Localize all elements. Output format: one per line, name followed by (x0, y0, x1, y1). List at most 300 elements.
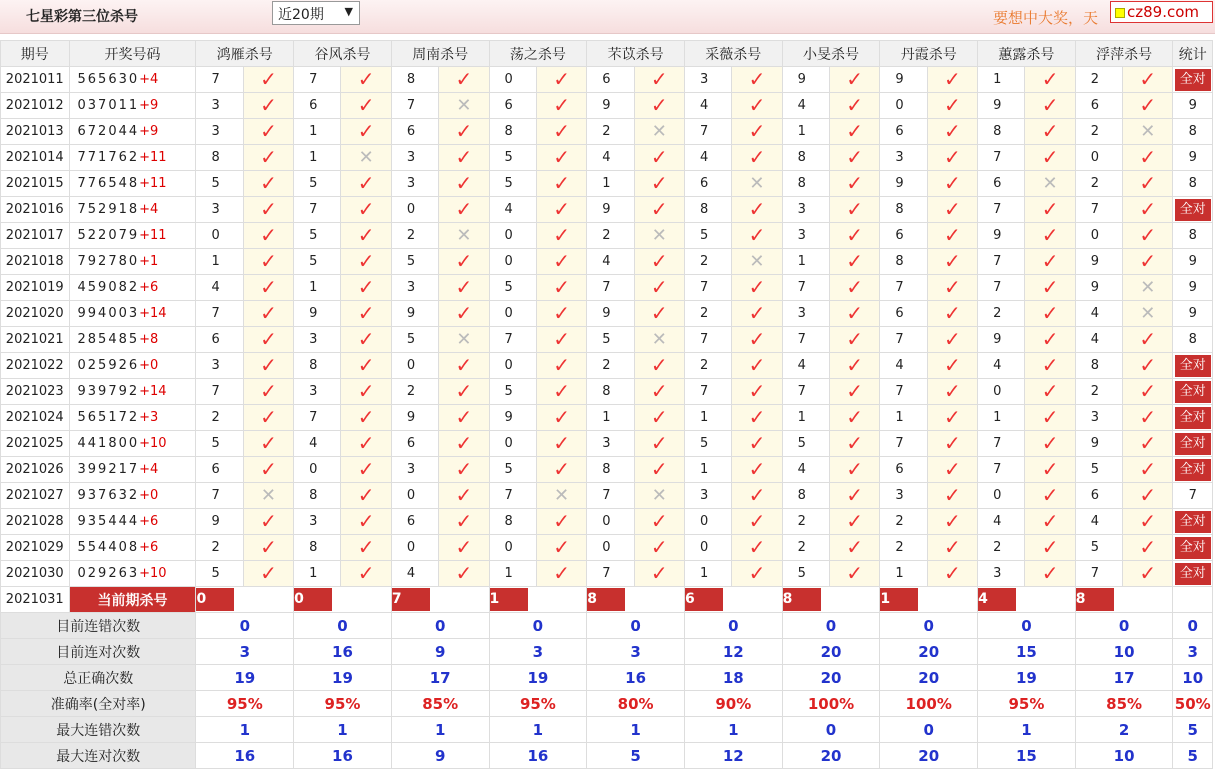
stats-value: 1 (684, 717, 782, 743)
kill-number-cell: 8 (294, 353, 341, 379)
check-icon: ✓ (944, 482, 961, 507)
stat-cell (1173, 223, 1213, 249)
check-icon: ✓ (748, 92, 766, 117)
draw-number-cell (69, 119, 196, 145)
kill-number-cell: 6 (880, 457, 927, 483)
check-icon: ✓ (455, 274, 473, 299)
check-icon: ✓ (846, 560, 864, 585)
check-icon: ✓ (1041, 222, 1059, 247)
kill-number-cell: 2 (978, 535, 1025, 561)
draw-sum: +0 (139, 488, 159, 503)
check-icon: ✓ (650, 170, 668, 195)
result-mark-cell (634, 249, 684, 275)
check-icon: ✓ (846, 482, 864, 507)
check-icon: ✓ (260, 430, 277, 455)
stats-value: 0 (782, 613, 880, 639)
stat-cell (1173, 431, 1213, 457)
draw-number-cell (69, 561, 196, 587)
result-mark-cell (341, 431, 391, 457)
kill-number-cell: 0 (489, 431, 536, 457)
draw-digits: 037011 (77, 98, 140, 113)
result-mark-cell (341, 457, 391, 483)
check-icon: ✓ (357, 352, 375, 377)
issue-cell: 2021023 (1, 379, 70, 405)
check-icon: ✓ (944, 430, 961, 455)
kill-number-cell: 3 (196, 119, 243, 145)
kill-number-cell: 4 (978, 353, 1025, 379)
result-mark-cell (927, 353, 977, 379)
kill-number-cell: 4 (684, 145, 731, 171)
kill-number-cell: 8 (880, 249, 927, 275)
table-row (1, 353, 1213, 379)
stats-value: 20 (782, 665, 880, 691)
result-mark-cell (634, 93, 684, 119)
kill-number-cell: 2 (978, 301, 1025, 327)
kill-number-cell: 9 (391, 405, 438, 431)
kill-number-cell: 2 (587, 119, 634, 145)
check-icon: ✓ (748, 66, 766, 91)
result-mark-cell (830, 535, 880, 561)
result-mark-cell (830, 353, 880, 379)
kill-number-cell: 8 (489, 119, 536, 145)
check-icon: ✓ (1139, 404, 1157, 429)
check-icon: ✓ (260, 326, 277, 351)
result-mark-cell (634, 405, 684, 431)
stats-value: 3 (489, 639, 587, 665)
kill-number-cell: 7 (196, 67, 243, 93)
kill-number-cell: 0 (391, 353, 438, 379)
kill-number-cell: 2 (1075, 379, 1122, 405)
result-mark-cell (732, 327, 782, 353)
result-mark-cell (1123, 327, 1173, 353)
check-icon: ✓ (650, 456, 668, 481)
table-row (1, 431, 1213, 457)
check-icon: ✓ (748, 482, 766, 507)
kill-number-cell: 9 (880, 67, 927, 93)
check-icon: ✓ (650, 144, 668, 169)
stats-value: 0 (880, 717, 978, 743)
check-icon: ✓ (846, 534, 864, 559)
kill-number-cell: 4 (782, 457, 829, 483)
kill-number-cell: 2 (880, 509, 927, 535)
draw-number-cell (69, 275, 196, 301)
kill-number-cell: 0 (587, 509, 634, 535)
kill-number-cell: 5 (294, 249, 341, 275)
kill-number-cell: 6 (196, 457, 243, 483)
result-mark-cell (634, 275, 684, 301)
check-icon: ✓ (553, 170, 570, 195)
kill-number-cell: 9 (978, 223, 1025, 249)
stats-value: 19 (489, 665, 587, 691)
result-mark-cell (927, 327, 977, 353)
kill-number-cell: 3 (782, 301, 829, 327)
result-mark-cell (536, 119, 586, 145)
kill-number-cell: 3 (391, 275, 438, 301)
check-icon: ✓ (260, 508, 277, 533)
kill-number-cell: 1 (978, 67, 1025, 93)
result-mark-cell (536, 509, 586, 535)
all-correct-badge: 全对 (1175, 459, 1211, 481)
stats-label: 目前连错次数 (1, 613, 196, 639)
current-issue-cell: 2021031 (1, 587, 70, 613)
draw-digits: 285485 (77, 332, 140, 347)
kill-number-cell: 3 (391, 457, 438, 483)
result-mark-cell (830, 327, 880, 353)
col-header-expert: 荡之杀号 (489, 41, 587, 67)
stats-value: 19 (294, 665, 392, 691)
result-mark-cell (439, 301, 489, 327)
kill-number-cell: 8 (489, 509, 536, 535)
kill-number-cell: 3 (684, 67, 731, 93)
check-icon: ✓ (260, 274, 277, 299)
table-row (1, 119, 1213, 145)
all-correct-badge: 全对 (1175, 69, 1211, 91)
table-row (1, 67, 1213, 93)
check-icon: ✓ (455, 404, 473, 429)
kill-number-cell: 1 (880, 561, 927, 587)
result-mark-cell (341, 483, 391, 509)
kill-number-cell: 1 (587, 405, 634, 431)
stat-value: 8 (1188, 176, 1197, 191)
kill-number-cell: 6 (1075, 483, 1122, 509)
check-icon: ✓ (553, 274, 570, 299)
result-mark-cell (243, 67, 293, 93)
kill-number-cell: 7 (1075, 197, 1122, 223)
stats-value: 20 (880, 743, 978, 769)
check-icon: ✓ (650, 66, 668, 91)
kill-number-cell: 9 (489, 405, 536, 431)
issue-cell: 2021016 (1, 197, 70, 223)
result-mark-cell (243, 431, 293, 457)
check-icon: ✓ (357, 482, 375, 507)
check-icon: ✓ (846, 144, 864, 169)
stats-value: 0 (684, 613, 782, 639)
kill-number-cell: 5 (489, 379, 536, 405)
kill-number-cell: 5 (294, 223, 341, 249)
stats-value: 16 (587, 665, 685, 691)
draw-number-cell (69, 145, 196, 171)
stats-value: 95% (978, 691, 1076, 717)
draw-number-cell (69, 353, 196, 379)
current-kill-cell (880, 587, 978, 613)
current-kill-value: 7 (392, 588, 430, 611)
result-mark-cell (927, 275, 977, 301)
check-icon: ✓ (846, 248, 864, 273)
kill-number-cell: 3 (782, 223, 829, 249)
stats-value: 0 (587, 613, 685, 639)
result-mark-cell (830, 223, 880, 249)
stats-value: 19 (196, 665, 294, 691)
result-mark-cell (732, 145, 782, 171)
check-icon: ✓ (357, 378, 375, 403)
current-kill-value: 1 (880, 588, 918, 611)
result-mark-cell (732, 223, 782, 249)
check-icon: ✓ (455, 482, 473, 507)
kill-number-cell: 0 (196, 223, 243, 249)
result-mark-cell (536, 483, 586, 509)
check-icon: ✓ (260, 560, 277, 585)
stats-value: 1 (294, 717, 392, 743)
result-mark-cell (341, 301, 391, 327)
check-icon: ✓ (455, 456, 473, 481)
stats-total-value: 10 (1173, 665, 1213, 691)
kill-number-cell: 4 (196, 275, 243, 301)
table-row (1, 379, 1213, 405)
check-icon: ✓ (1041, 404, 1059, 429)
check-icon: ✓ (1139, 430, 1157, 455)
promo-slogan[interactable]: 要想中大奖，天 (993, 9, 1099, 27)
kill-number-cell: 7 (782, 275, 829, 301)
result-mark-cell (830, 509, 880, 535)
kill-number-cell: 7 (294, 67, 341, 93)
result-mark-cell (1025, 93, 1075, 119)
stats-value: 95% (489, 691, 587, 717)
stat-cell (1173, 379, 1213, 405)
check-icon: ✓ (455, 378, 473, 403)
table-row (1, 483, 1213, 509)
result-mark-cell (243, 535, 293, 561)
check-icon: ✓ (455, 170, 473, 195)
kill-number-cell: 7 (978, 249, 1025, 275)
kill-number-cell: 7 (587, 561, 634, 587)
stat-cell (1173, 353, 1213, 379)
current-kill-value: 8 (1076, 588, 1114, 611)
check-icon: ✓ (553, 248, 570, 273)
check-icon: ✓ (1041, 248, 1059, 273)
check-icon: ✓ (748, 196, 766, 221)
kill-number-cell: 4 (782, 353, 829, 379)
stats-value: 0 (978, 613, 1076, 639)
result-mark-cell (634, 171, 684, 197)
stat-cell (1173, 457, 1213, 483)
site-logo[interactable] (1110, 1, 1213, 23)
issue-cell: 2021024 (1, 405, 70, 431)
stats-value: 0 (294, 613, 392, 639)
check-icon: ✓ (1139, 560, 1157, 585)
check-icon: ✓ (455, 534, 473, 559)
result-mark-cell (1025, 67, 1075, 93)
check-icon: ✓ (650, 534, 668, 559)
stats-total-value: 5 (1173, 717, 1213, 743)
stats-value: 16 (294, 639, 392, 665)
result-mark-cell (439, 483, 489, 509)
check-icon: ✓ (455, 300, 473, 325)
stats-total-value: 5 (1173, 743, 1213, 769)
col-header-stat: 统计 (1173, 41, 1213, 67)
check-icon: ✓ (1041, 534, 1059, 559)
result-mark-cell (634, 535, 684, 561)
check-icon: ✓ (944, 170, 961, 195)
check-icon: ✓ (944, 144, 961, 169)
result-mark-cell (732, 379, 782, 405)
result-mark-cell (732, 457, 782, 483)
kill-number-cell: 7 (391, 93, 438, 119)
check-icon: ✓ (944, 378, 961, 403)
result-mark-cell (439, 327, 489, 353)
result-mark-cell (243, 223, 293, 249)
result-mark-cell (439, 249, 489, 275)
kill-number-cell: 1 (294, 119, 341, 145)
check-icon: ✓ (455, 560, 473, 585)
check-icon: ✓ (553, 326, 570, 351)
check-icon: ✓ (944, 508, 961, 533)
kill-number-cell: 8 (294, 483, 341, 509)
result-mark-cell (439, 457, 489, 483)
kill-number-cell: 3 (587, 431, 634, 457)
table-row (1, 561, 1213, 587)
result-mark-cell (243, 119, 293, 145)
check-icon: ✓ (944, 404, 961, 429)
check-icon: ✓ (846, 326, 864, 351)
col-header-expert: 蕙露杀号 (978, 41, 1076, 67)
stats-value: 9 (391, 743, 489, 769)
check-icon: ✓ (1041, 196, 1059, 221)
result-mark-cell (341, 249, 391, 275)
stats-value: 0 (391, 613, 489, 639)
kill-number-cell: 0 (489, 223, 536, 249)
kill-number-cell: 9 (391, 301, 438, 327)
current-stat-cell (1173, 587, 1213, 613)
result-mark-cell (1025, 197, 1075, 223)
result-mark-cell (927, 301, 977, 327)
stats-row (1, 743, 1213, 769)
draw-sum: +0 (139, 358, 159, 373)
stat-cell (1173, 509, 1213, 535)
result-mark-cell (439, 197, 489, 223)
check-icon: ✓ (1139, 248, 1157, 273)
stats-value: 95% (196, 691, 294, 717)
check-icon: ✓ (650, 378, 668, 403)
kill-number-cell: 8 (880, 197, 927, 223)
check-icon: ✓ (357, 404, 375, 429)
check-icon: ✓ (455, 66, 473, 91)
kill-number-cell: 3 (684, 483, 731, 509)
kill-number-cell: 5 (196, 561, 243, 587)
kill-number-cell: 1 (294, 561, 341, 587)
kill-number-cell: 6 (391, 431, 438, 457)
cross-icon: ✕ (749, 172, 765, 194)
check-icon: ✓ (846, 430, 864, 455)
check-icon: ✓ (553, 378, 570, 403)
all-correct-badge: 全对 (1175, 563, 1211, 585)
check-icon: ✓ (1041, 508, 1059, 533)
all-correct-badge: 全对 (1175, 199, 1211, 221)
result-mark-cell (243, 353, 293, 379)
kill-number-cell: 2 (587, 353, 634, 379)
page-title: 七星彩第三位杀号 (26, 9, 138, 25)
table-row (1, 249, 1213, 275)
check-icon: ✓ (357, 326, 375, 351)
result-mark-cell (1123, 171, 1173, 197)
result-mark-cell (1123, 535, 1173, 561)
all-correct-badge: 全对 (1175, 511, 1211, 533)
kill-number-cell: 6 (391, 509, 438, 535)
result-mark-cell (1123, 145, 1173, 171)
result-mark-cell (927, 223, 977, 249)
stat-value: 8 (1188, 228, 1197, 243)
stats-value: 95% (294, 691, 392, 717)
result-mark-cell (341, 119, 391, 145)
kill-number-cell: 4 (684, 93, 731, 119)
stats-value: 1 (196, 717, 294, 743)
check-icon: ✓ (748, 222, 766, 247)
result-mark-cell (1025, 249, 1075, 275)
check-icon: ✓ (455, 508, 473, 533)
stats-value: 9 (391, 639, 489, 665)
current-kill-cell (782, 587, 880, 613)
kill-number-cell: 4 (587, 145, 634, 171)
kill-number-cell: 0 (978, 379, 1025, 405)
result-mark-cell (341, 67, 391, 93)
cross-icon: ✕ (456, 224, 472, 246)
check-icon: ✓ (455, 248, 473, 273)
kill-number-cell: 8 (196, 145, 243, 171)
current-kill-cell (489, 587, 587, 613)
stats-total-value: 0 (1173, 613, 1213, 639)
chevron-down-icon: ▼ (344, 5, 353, 18)
stat-cell (1173, 171, 1213, 197)
result-mark-cell (732, 535, 782, 561)
cross-icon: ✕ (651, 224, 667, 246)
draw-number-cell (69, 535, 196, 561)
result-mark-cell (927, 249, 977, 275)
check-icon: ✓ (846, 300, 864, 325)
kill-number-cell: 7 (978, 457, 1025, 483)
result-mark-cell (927, 483, 977, 509)
result-mark-cell (536, 197, 586, 223)
draw-number-cell (69, 223, 196, 249)
period-select[interactable] (272, 1, 360, 25)
current-kill-value: 8 (587, 588, 625, 611)
result-mark-cell (243, 301, 293, 327)
result-mark-cell (341, 379, 391, 405)
table-row (1, 197, 1213, 223)
stats-value: 20 (782, 743, 880, 769)
kill-number-cell: 5 (294, 171, 341, 197)
kill-number-cell: 0 (489, 535, 536, 561)
result-mark-cell (243, 145, 293, 171)
result-mark-cell (536, 561, 586, 587)
all-correct-badge: 全对 (1175, 407, 1211, 429)
result-mark-cell (439, 145, 489, 171)
kill-number-cell: 1 (294, 145, 341, 171)
result-mark-cell (341, 223, 391, 249)
check-icon: ✓ (650, 560, 668, 585)
stat-cell (1173, 327, 1213, 353)
result-mark-cell (439, 223, 489, 249)
kill-number-cell: 6 (880, 223, 927, 249)
draw-number-cell (69, 457, 196, 483)
kill-number-cell: 1 (196, 249, 243, 275)
cross-icon: ✕ (1042, 172, 1058, 194)
stats-row (1, 639, 1213, 665)
issue-cell: 2021025 (1, 431, 70, 457)
check-icon: ✓ (260, 378, 277, 403)
result-mark-cell (341, 535, 391, 561)
kill-number-cell: 6 (587, 67, 634, 93)
issue-cell: 2021028 (1, 509, 70, 535)
check-icon: ✓ (455, 118, 473, 143)
stat-value: 9 (1188, 254, 1197, 269)
col-header-expert: 浮萍杀号 (1075, 41, 1173, 67)
kill-number-cell: 5 (782, 431, 829, 457)
check-icon: ✓ (455, 144, 473, 169)
kill-number-cell: 6 (196, 327, 243, 353)
table-header-row (1, 41, 1213, 67)
issue-cell: 2021014 (1, 145, 70, 171)
kill-number-cell: 4 (880, 353, 927, 379)
kill-number-cell: 7 (684, 327, 731, 353)
